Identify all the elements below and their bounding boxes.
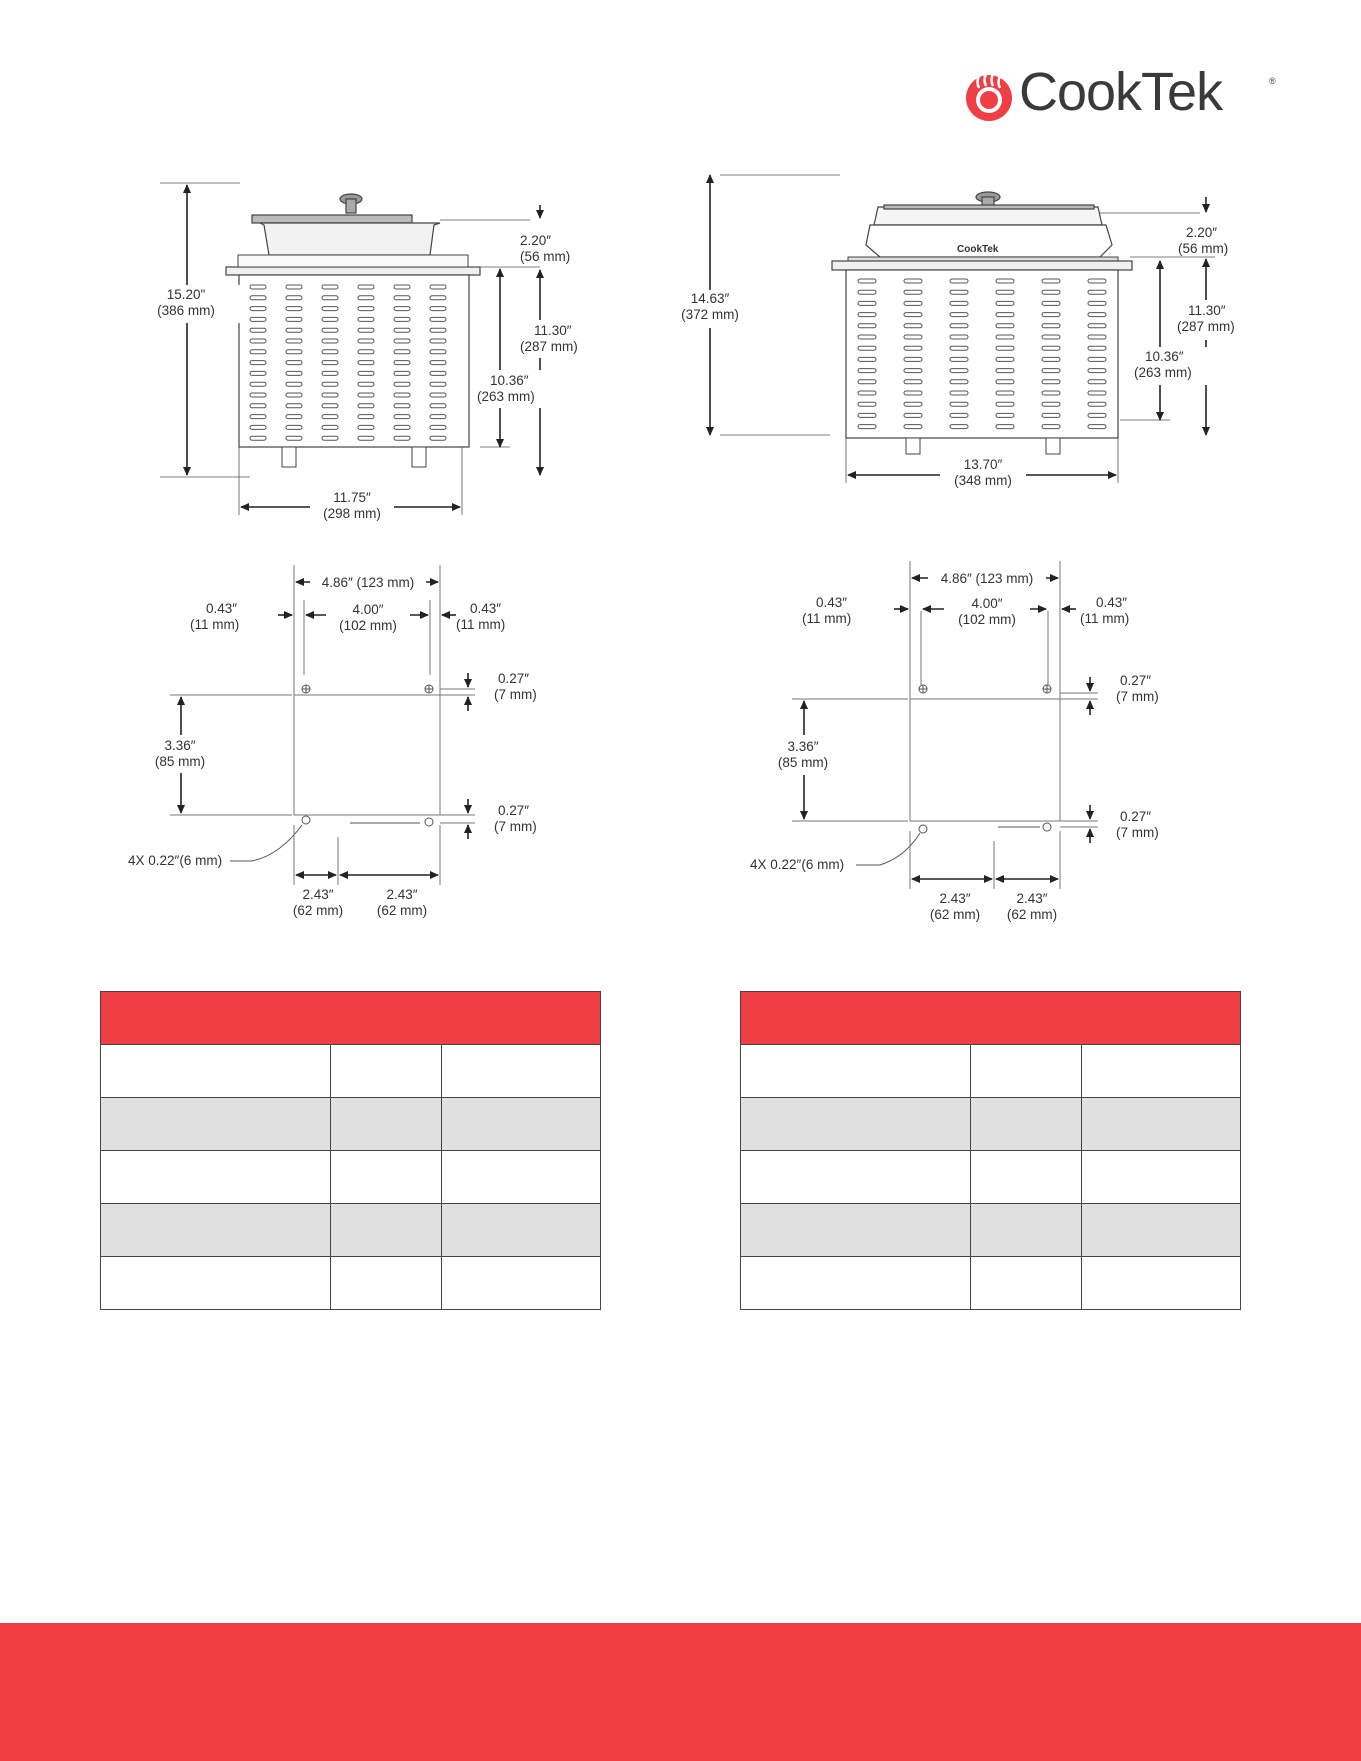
dim-half-r-right: 2.43″ xyxy=(1016,891,1048,906)
dim-side-r-left: 0.43″ xyxy=(470,601,502,616)
table-cell xyxy=(331,1204,442,1257)
table-cell xyxy=(331,1151,442,1204)
dim-holes-left: 4X 0.22″(6 mm) xyxy=(128,853,223,868)
table-cell xyxy=(1082,1204,1241,1257)
svg-text:(85 mm): (85 mm) xyxy=(777,755,829,770)
table-header-right xyxy=(741,992,1241,1045)
table-cell xyxy=(741,1204,971,1257)
registered-mark: ® xyxy=(1269,76,1276,86)
dim-half-l-left: 2.43″ xyxy=(302,887,334,902)
table-cell xyxy=(101,1204,331,1257)
dim-half-l-right: 2.43″ xyxy=(939,891,971,906)
table-cell xyxy=(331,1257,442,1310)
dim-inner-left: 4.00″ xyxy=(352,602,384,617)
svg-text:(11 mm): (11 mm) xyxy=(190,617,240,632)
svg-text:(263 mm): (263 mm) xyxy=(1134,365,1192,380)
body-right xyxy=(846,270,1118,438)
svg-text:(85 mm): (85 mm) xyxy=(154,754,206,769)
table-cell xyxy=(442,1151,601,1204)
svg-text:(56 mm): (56 mm) xyxy=(1178,241,1229,256)
svg-text:(7 mm): (7 mm) xyxy=(1116,689,1159,704)
dim-base-top-left: 4.86″ (123 mm) xyxy=(321,575,415,590)
dim-off-b-left: 0.27″ xyxy=(498,803,530,818)
svg-text:(62 mm): (62 mm) xyxy=(292,903,344,918)
table-cell xyxy=(741,1098,971,1151)
table-cell xyxy=(971,1204,1082,1257)
dim-h2-left: 10.36″ xyxy=(490,373,529,388)
table-cell xyxy=(1082,1098,1241,1151)
svg-text:(7 mm): (7 mm) xyxy=(1116,825,1159,840)
svg-text:(386 mm): (386 mm) xyxy=(157,303,215,318)
table-cell xyxy=(101,1151,331,1204)
spec-table-left xyxy=(100,991,601,1310)
right-front-view-drawing xyxy=(681,185,1250,535)
dim-off-b-right: 0.27″ xyxy=(1120,809,1152,824)
right-base-view-drawing xyxy=(740,565,1240,925)
svg-text:(7 mm): (7 mm) xyxy=(494,819,537,834)
table-cell xyxy=(741,1151,971,1204)
table-cell xyxy=(1082,1257,1241,1310)
table-cell xyxy=(971,1045,1082,1098)
dim-off-t-left: 0.27″ xyxy=(498,671,530,686)
table-cell xyxy=(1082,1151,1241,1204)
dim-h2-right: 10.36″ xyxy=(1145,349,1184,364)
cooktek-logo xyxy=(965,62,1285,126)
table-cell xyxy=(442,1045,601,1098)
svg-text:(62 mm): (62 mm) xyxy=(929,907,981,922)
table-cell xyxy=(971,1151,1082,1204)
logo-wordmark: CookTek xyxy=(1019,62,1223,122)
table-cell xyxy=(331,1045,442,1098)
footer-band xyxy=(0,1623,1361,1761)
table-cell xyxy=(741,1257,971,1310)
lid-logo-right: CookTek xyxy=(957,244,999,255)
svg-text:(11 mm): (11 mm) xyxy=(802,611,852,626)
svg-text:(11 mm): (11 mm) xyxy=(456,617,506,632)
svg-text:(372 mm): (372 mm) xyxy=(681,307,739,322)
dim-height-total-left: 15.20" xyxy=(166,287,206,302)
dim-lid-left: 2.20″ xyxy=(520,233,552,248)
svg-text:(348 mm): (348 mm) xyxy=(954,473,1012,488)
dim-holes-right: 4X 0.22″(6 mm) xyxy=(750,857,845,872)
dim-half-r-left: 2.43″ xyxy=(386,887,418,902)
table-cell xyxy=(741,1045,971,1098)
dim-height-total-right: 14.63″ xyxy=(690,291,730,306)
dim-side-l-right: 0.43″ xyxy=(816,595,848,610)
dim-h1-right: 11.30″ xyxy=(1188,303,1226,318)
svg-text:(287 mm): (287 mm) xyxy=(1177,319,1235,334)
dim-off-t-right: 0.27″ xyxy=(1120,673,1152,688)
lid-left xyxy=(252,194,440,255)
table-header-left xyxy=(101,992,601,1045)
svg-text:(298 mm): (298 mm) xyxy=(323,506,381,521)
dim-h1-left: 11.30″ xyxy=(534,323,572,338)
svg-text:(56 mm): (56 mm) xyxy=(520,249,571,264)
table-cell xyxy=(442,1204,601,1257)
svg-text:(263 mm): (263 mm) xyxy=(477,389,535,404)
svg-text:(287 mm): (287 mm) xyxy=(520,339,578,354)
table-cell xyxy=(101,1257,331,1310)
table-cell xyxy=(971,1257,1082,1310)
svg-text:(7 mm): (7 mm) xyxy=(494,687,537,702)
table-cell xyxy=(1082,1045,1241,1098)
svg-text:(62 mm): (62 mm) xyxy=(1006,907,1058,922)
dim-lid-right: 2.20″ xyxy=(1186,225,1218,240)
svg-text:(102 mm): (102 mm) xyxy=(958,612,1016,627)
svg-text:(11 mm): (11 mm) xyxy=(1080,611,1130,626)
left-base-view-drawing xyxy=(130,565,610,925)
spec-table-right xyxy=(740,991,1241,1310)
table-cell xyxy=(442,1098,601,1151)
table-cell xyxy=(101,1098,331,1151)
svg-text:(62 mm): (62 mm) xyxy=(376,903,428,918)
dim-depth-left: 3.36″ xyxy=(164,738,196,753)
dim-side-r-right: 0.43″ xyxy=(1096,595,1128,610)
dim-width-right: 13.70″ xyxy=(963,457,1003,472)
dim-inner-right: 4.00″ xyxy=(971,596,1003,611)
table-cell xyxy=(101,1045,331,1098)
flame-logo-icon xyxy=(965,66,1017,122)
dim-base-top-right: 4.86″ (123 mm) xyxy=(940,571,1034,586)
left-front-view-drawing xyxy=(140,185,600,535)
dim-depth-right: 3.36″ xyxy=(787,739,819,754)
table-cell xyxy=(442,1257,601,1310)
table-cell xyxy=(971,1098,1082,1151)
dim-side-l-left: 0.43″ xyxy=(206,601,238,616)
table-cell xyxy=(331,1098,442,1151)
svg-text:(102 mm): (102 mm) xyxy=(339,618,397,633)
dim-width-left: 11.75″ xyxy=(333,490,371,505)
